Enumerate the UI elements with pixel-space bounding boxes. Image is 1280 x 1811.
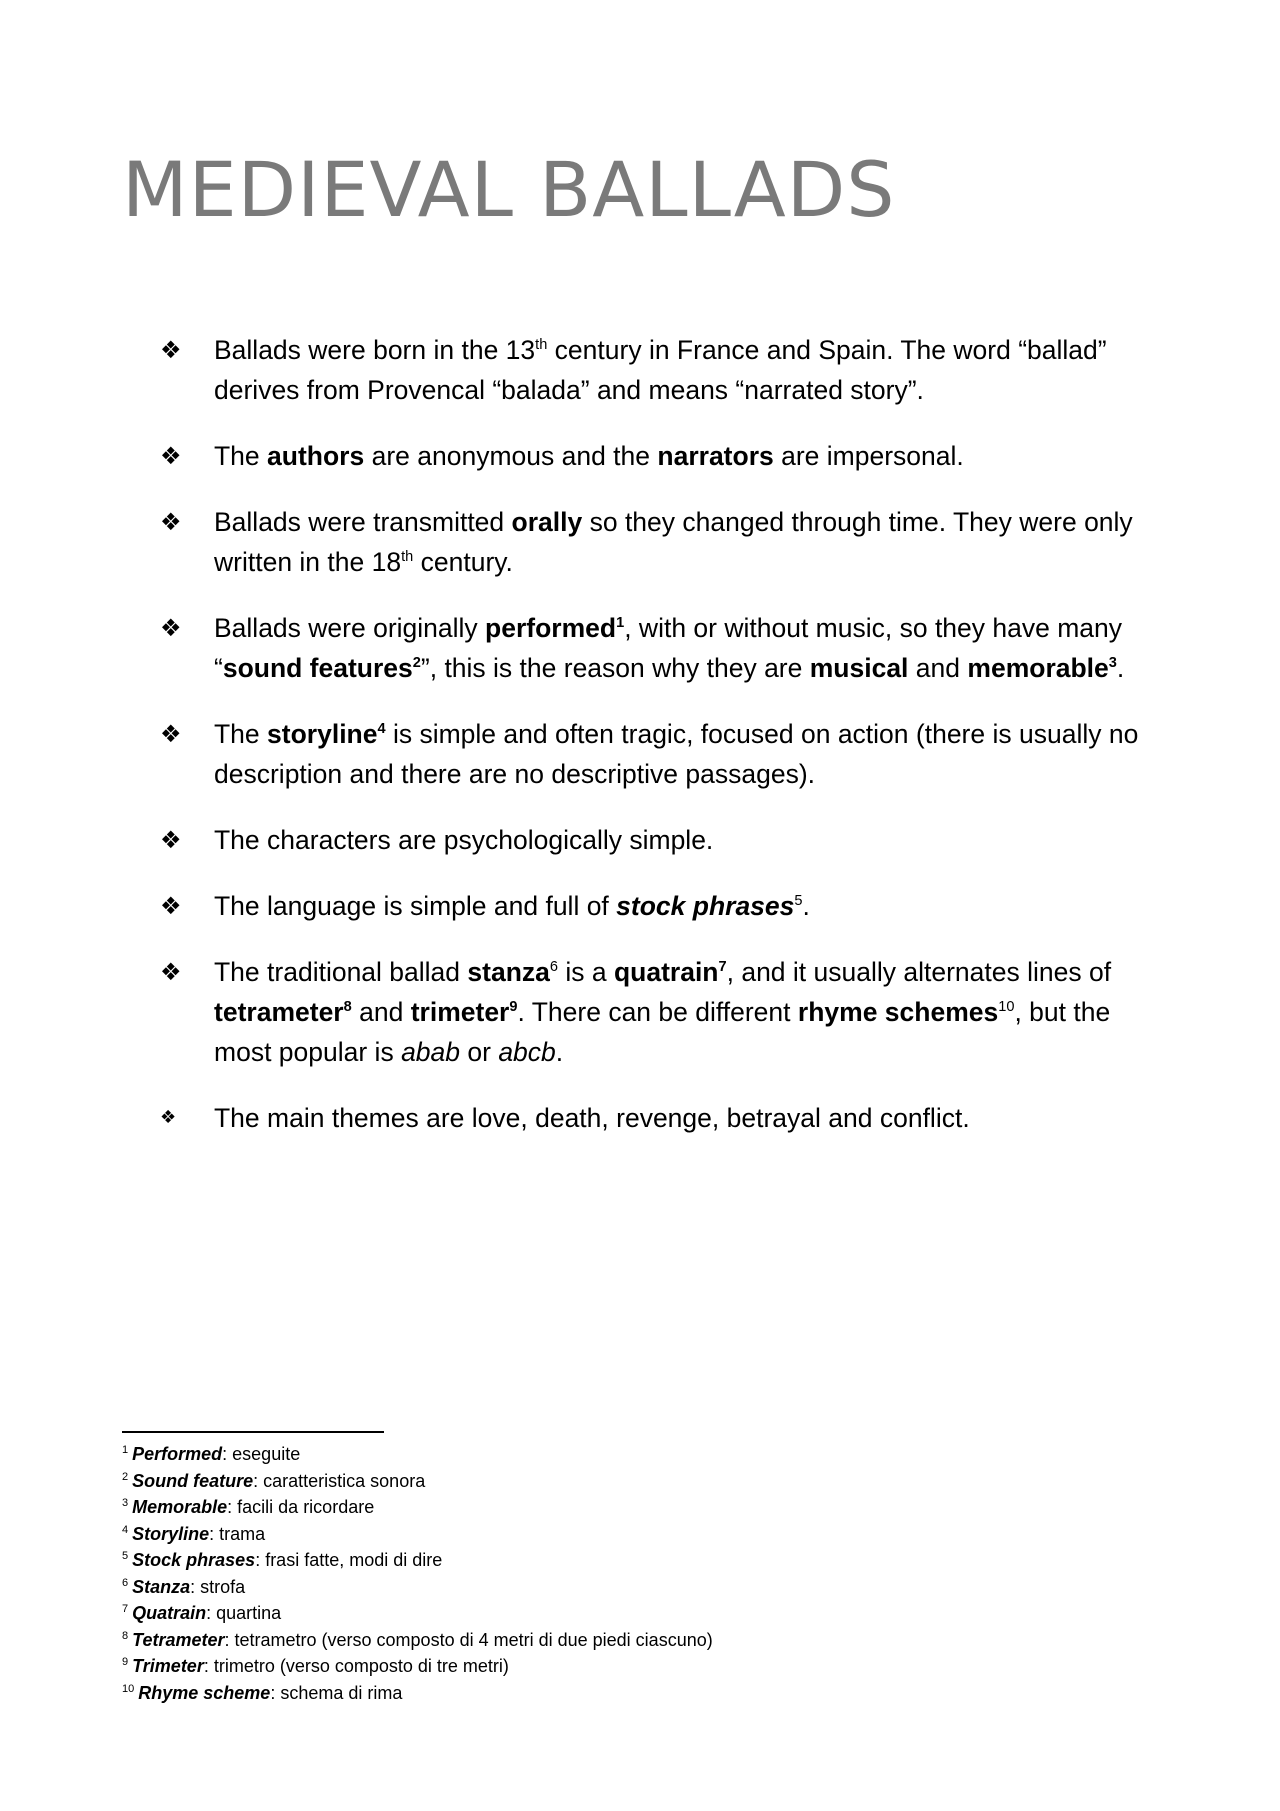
footnote-ref[interactable]: 3	[1108, 655, 1117, 672]
list-item: ❖ Ballads were originally performed$^1$, with or without music, so they have many “sound features$^2$”, this is the reason why they are musical and memorable$^3$.	[160, 608, 1170, 688]
four-diamond-bullet-icon: ❖	[160, 1107, 177, 1128]
footnote-item: $^9$ Trimeter: trimetro (verso composto di tre metri)	[122, 1656, 509, 1676]
bullet-list	[160, 330, 1170, 1164]
footnote-ref[interactable]: 2	[412, 655, 421, 672]
footnote-ref[interactable]: 9	[509, 999, 518, 1016]
four-diamond-bullet-icon: ❖	[160, 614, 182, 642]
four-diamond-bullet-icon: ❖	[160, 826, 182, 854]
four-diamond-bullet-icon: ❖	[160, 892, 182, 920]
four-diamond-bullet-icon: ❖	[160, 508, 182, 536]
footnote-item: $^1$ Performed: eseguite	[122, 1444, 301, 1464]
footnote-ref[interactable]: 8	[343, 999, 352, 1016]
footnote-item: $^4$ Storyline: trama	[122, 1523, 266, 1544]
list-item: ❖ The main themes are love, death, revenge, betrayal and conflict.	[160, 1098, 1170, 1138]
footnote-item: $^5$ Stock phrases: frasi fatte, modi di dire	[122, 1550, 443, 1570]
list-item: ❖ The language is simple and full of stock phrases$^5$.	[160, 886, 1170, 926]
footnote-ref[interactable]: 4	[377, 721, 386, 738]
four-diamond-bullet-icon: ❖	[160, 958, 182, 986]
footnotes	[122, 1441, 713, 1706]
list-item: ❖ The authors are anonymous and the narrators are impersonal.	[160, 436, 1170, 476]
footnote-item: $^6$ Stanza: strofa	[122, 1576, 246, 1597]
footnote-item: $^{10}$ Rhyme scheme: schema di rima	[122, 1682, 403, 1703]
ordinal-suffix: th	[401, 549, 414, 566]
four-diamond-bullet-icon: ❖	[160, 336, 182, 364]
list-item: ❖ The traditional ballad stanza$^6$ is a quatrain$^7$, and it usually alternates lines of tetrameter$^8$ and trimeter$^9$. There can be different rhyme schemes$^{10}$, but the most popular is abab or abcb.	[160, 952, 1170, 1072]
footnote-ref[interactable]: 1	[616, 615, 625, 632]
footnote-ref[interactable]: 7	[718, 959, 727, 976]
footnote-item: $^7$ Quatrain: quartina	[122, 1603, 282, 1623]
ordinal-suffix: th	[535, 337, 548, 354]
list-item: ❖ The characters are psychologically simple.	[160, 820, 1170, 860]
four-diamond-bullet-icon: ❖	[160, 720, 182, 748]
footnote-item: $^3$ Memorable: facili da ricordare	[122, 1497, 375, 1517]
page-title: MEDIEVAL BALLADS	[122, 145, 896, 234]
list-item: ❖ Ballads were born in the 13th century in France and Spain. The word “ballad” derives from Provencal “balada” and means “narrated story”.	[160, 330, 1170, 410]
footnote-separator	[122, 1431, 384, 1433]
footnote-ref[interactable]: 10	[998, 999, 1015, 1016]
footnote-ref[interactable]: 6	[549, 959, 558, 976]
footnote-ref[interactable]: 5	[794, 893, 803, 910]
list-item: ❖ The storyline$^4$ is simple and often tragic, focused on action (there is usually no description and there are no descriptive passages).	[160, 714, 1170, 794]
footnote-item: $^2$ Sound feature: caratteristica sonora	[122, 1470, 426, 1491]
list-item: ❖ Ballads were transmitted orally so they changed through time. They were only written in the 18th century.	[160, 502, 1170, 582]
four-diamond-bullet-icon: ❖	[160, 442, 182, 470]
footnote-item: $^8$ Tetrameter: tetrametro (verso composto di 4 metri di due piedi ciascuno)	[122, 1629, 713, 1650]
